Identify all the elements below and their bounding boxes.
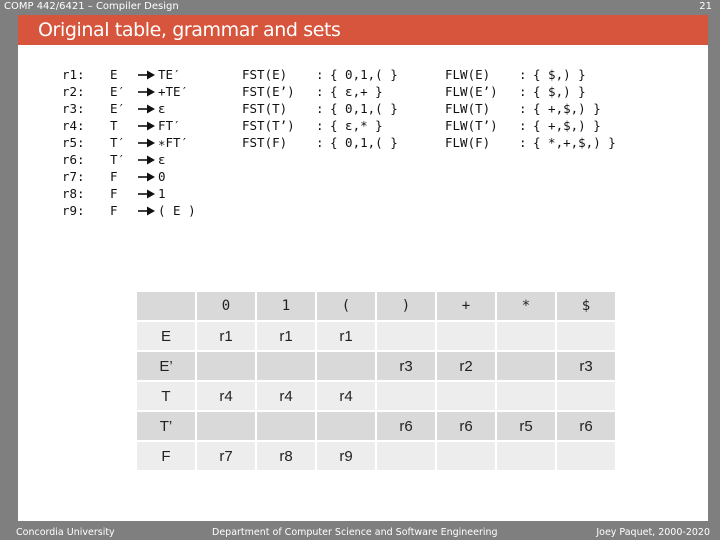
set-value: { ε,+ }: [330, 84, 383, 99]
rule-lhs: T: [110, 118, 118, 133]
slide-number: 21: [699, 1, 712, 12]
slide-title: Original table, grammar and sets: [38, 19, 341, 41]
rule-id: r8:: [62, 186, 85, 201]
right-arrow-icon: [136, 83, 156, 100]
rule-id: r6:: [62, 152, 85, 167]
row-header: F: [136, 441, 196, 471]
row-header: E: [136, 321, 196, 351]
table-cell: [376, 441, 436, 471]
column-header: *: [496, 291, 556, 321]
set-colon: :: [519, 118, 527, 133]
rule-lhs: F: [110, 203, 118, 218]
rule-lhs: E: [110, 67, 118, 82]
set-colon: :: [316, 84, 324, 99]
set-name: FST(T): [242, 101, 288, 116]
table-cell: [196, 351, 256, 381]
right-arrow-icon: [136, 202, 156, 219]
course-title: COMP 442/6421 – Compiler Design: [4, 1, 179, 12]
table-cell: [376, 321, 436, 351]
table-cell: r2: [436, 351, 496, 381]
set-colon: :: [519, 101, 527, 116]
table-cell: [436, 321, 496, 351]
rule-id: r2:: [62, 84, 85, 99]
set-value: { 0,1,( }: [330, 135, 398, 150]
table-cell: [196, 411, 256, 441]
table-cell: r3: [376, 351, 436, 381]
column-header: $: [556, 291, 616, 321]
table-cell: [556, 381, 616, 411]
rule-id: r9:: [62, 203, 85, 218]
set-name: FST(E’): [242, 84, 295, 99]
rule-rhs: ∗FT′: [158, 135, 189, 150]
set-colon: :: [316, 101, 324, 116]
table-cell: r3: [556, 351, 616, 381]
table-cell: [556, 441, 616, 471]
rule-lhs: F: [110, 186, 118, 201]
table-cell: r5: [496, 411, 556, 441]
rule-rhs: 1: [158, 186, 166, 201]
rule-lhs: T′: [110, 135, 126, 150]
set-value: { +,$,) }: [533, 118, 601, 133]
rule-rhs: ε: [158, 152, 166, 167]
set-colon: :: [519, 84, 527, 99]
rule-id: r3:: [62, 101, 85, 116]
rule-lhs: F: [110, 169, 118, 184]
rule-rhs: TE′: [158, 67, 181, 82]
right-arrow-icon: [136, 134, 156, 151]
rule-lhs: E′: [110, 84, 126, 99]
title-bar: [18, 15, 708, 45]
right-arrow-icon: [136, 151, 156, 168]
rule-lhs: T′: [110, 152, 126, 167]
set-value: { 0,1,( }: [330, 67, 398, 82]
table-cell: [316, 351, 376, 381]
table-cell: r9: [316, 441, 376, 471]
table-cell: r4: [316, 381, 376, 411]
rule-id: r4:: [62, 118, 85, 133]
rule-id: r1:: [62, 67, 85, 82]
parse-table: [135, 290, 617, 472]
column-header: 0: [196, 291, 256, 321]
table-row: [136, 351, 616, 381]
table-cell: r1: [256, 321, 316, 351]
set-value: { 0,1,( }: [330, 101, 398, 116]
table-cell: r4: [196, 381, 256, 411]
table-cell: [256, 411, 316, 441]
table-row: [136, 321, 616, 351]
right-arrow-icon: [136, 185, 156, 202]
row-header: T: [136, 381, 196, 411]
table-cell: [496, 321, 556, 351]
right-arrow-icon: [136, 100, 156, 117]
column-header: +: [436, 291, 496, 321]
table-header-row: [136, 291, 616, 321]
rule-rhs: ε: [158, 101, 166, 116]
set-colon: :: [316, 118, 324, 133]
table-cell: [376, 381, 436, 411]
rule-id: r5:: [62, 135, 85, 150]
rule-lhs: E′: [110, 101, 126, 116]
set-name: FLW(T’): [445, 118, 498, 133]
set-colon: :: [316, 135, 324, 150]
rule-rhs: ( E ): [158, 203, 196, 218]
set-value: { ε,* }: [330, 118, 383, 133]
table-cell: r7: [196, 441, 256, 471]
set-colon: :: [519, 135, 527, 150]
set-value: { *,+,$,) }: [533, 135, 616, 150]
table-cell: [256, 351, 316, 381]
set-name: FST(T’): [242, 118, 295, 133]
table-cell: [316, 411, 376, 441]
table-row: [136, 441, 616, 471]
footer-author: Joey Paquet, 2000-2020: [596, 527, 710, 538]
set-name: FLW(E’): [445, 84, 498, 99]
table-row: [136, 411, 616, 441]
table-cell: r6: [436, 411, 496, 441]
rule-id: r7:: [62, 169, 85, 184]
table-row: [136, 381, 616, 411]
footer-institution: Concordia University: [16, 527, 115, 538]
set-colon: :: [316, 67, 324, 82]
right-arrow-icon: [136, 168, 156, 185]
table-cell: r6: [376, 411, 436, 441]
rule-rhs: +TE′: [158, 84, 189, 99]
table-cell: r1: [316, 321, 376, 351]
table-cell: [496, 351, 556, 381]
table-cell: r1: [196, 321, 256, 351]
set-name: FLW(F): [445, 135, 491, 150]
right-arrow-icon: [136, 117, 156, 134]
set-value: { +,$,) }: [533, 101, 601, 116]
row-header: T’: [136, 411, 196, 441]
footer-department: Department of Computer Science and Software Engineering: [212, 527, 498, 538]
table-cell: [436, 381, 496, 411]
table-cell: [556, 321, 616, 351]
set-value: { $,) }: [533, 84, 586, 99]
right-arrow-icon: [136, 66, 156, 83]
row-header: E’: [136, 351, 196, 381]
set-name: FLW(E): [445, 67, 491, 82]
table-cell: [496, 381, 556, 411]
rule-rhs: FT′: [158, 118, 181, 133]
slide-footer: [0, 525, 720, 540]
column-header: (: [316, 291, 376, 321]
table-cell: r8: [256, 441, 316, 471]
set-name: FST(F): [242, 135, 288, 150]
set-name: FLW(T): [445, 101, 491, 116]
table-cell: [436, 441, 496, 471]
set-colon: :: [519, 67, 527, 82]
table-cell: r4: [256, 381, 316, 411]
set-name: FST(E): [242, 67, 288, 82]
table-cell: [496, 441, 556, 471]
column-header: 1: [256, 291, 316, 321]
column-header: [136, 291, 196, 321]
column-header: ): [376, 291, 436, 321]
table-cell: r6: [556, 411, 616, 441]
set-value: { $,) }: [533, 67, 586, 82]
slide-header: [0, 0, 720, 13]
rule-rhs: 0: [158, 169, 166, 184]
